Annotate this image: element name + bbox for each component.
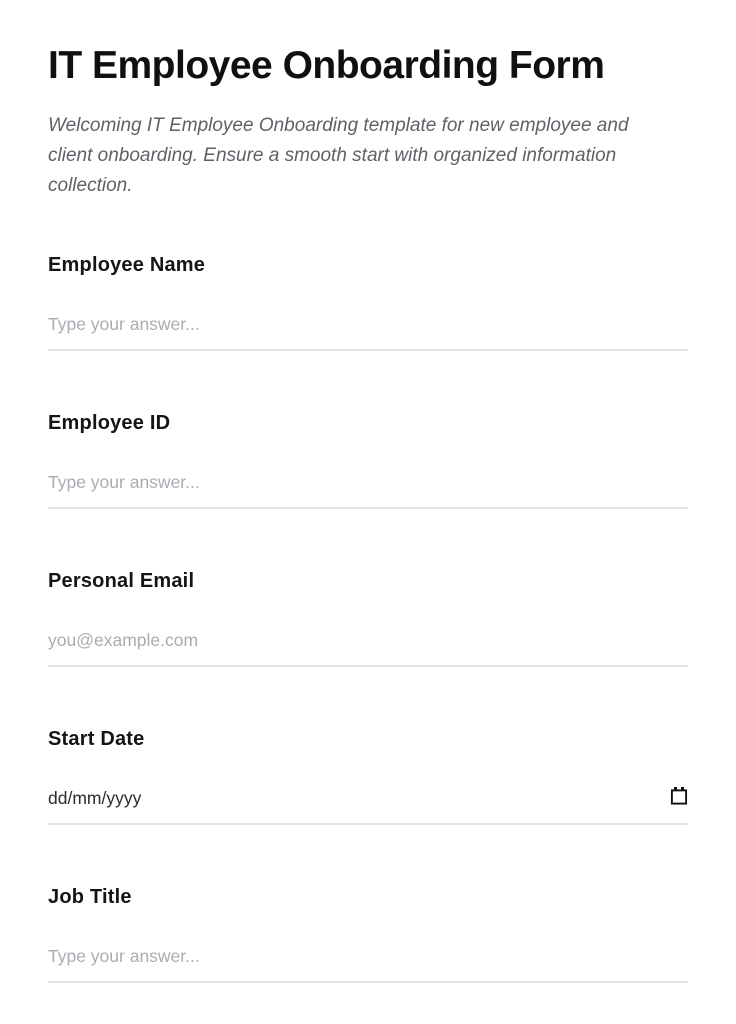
personal-email-label: Personal Email <box>48 569 195 592</box>
start-date-input-row <box>48 787 688 825</box>
field-start-date <box>48 727 688 825</box>
field-employee-name <box>48 253 688 351</box>
form-description: Welcoming IT Employee Onboarding template for new employee and client onboarding. Ensure a smooth start with organized information collection. <box>48 114 629 196</box>
employee-name-input[interactable] <box>48 313 688 335</box>
field-job-title <box>48 885 688 983</box>
start-date-label: Start Date <box>48 727 145 750</box>
page-title: IT Employee Onboarding Form <box>48 44 605 87</box>
employee-id-label: Employee ID <box>48 411 171 434</box>
employee-id-input-row <box>48 471 688 509</box>
field-employee-id <box>48 411 688 509</box>
field-personal-email <box>48 569 688 667</box>
employee-name-label: Employee Name <box>48 253 206 276</box>
employee-id-input[interactable] <box>48 471 688 493</box>
personal-email-input[interactable] <box>48 629 688 651</box>
job-title-input[interactable] <box>48 945 688 967</box>
job-title-input-row <box>48 945 688 983</box>
job-title-label: Job Title <box>48 885 132 908</box>
date-picker-button[interactable] <box>670 787 688 809</box>
employee-name-input-row <box>48 313 688 351</box>
calendar-icon <box>670 787 688 809</box>
start-date-input[interactable] <box>48 787 658 809</box>
personal-email-input-row <box>48 629 688 667</box>
form-fields <box>48 253 688 983</box>
